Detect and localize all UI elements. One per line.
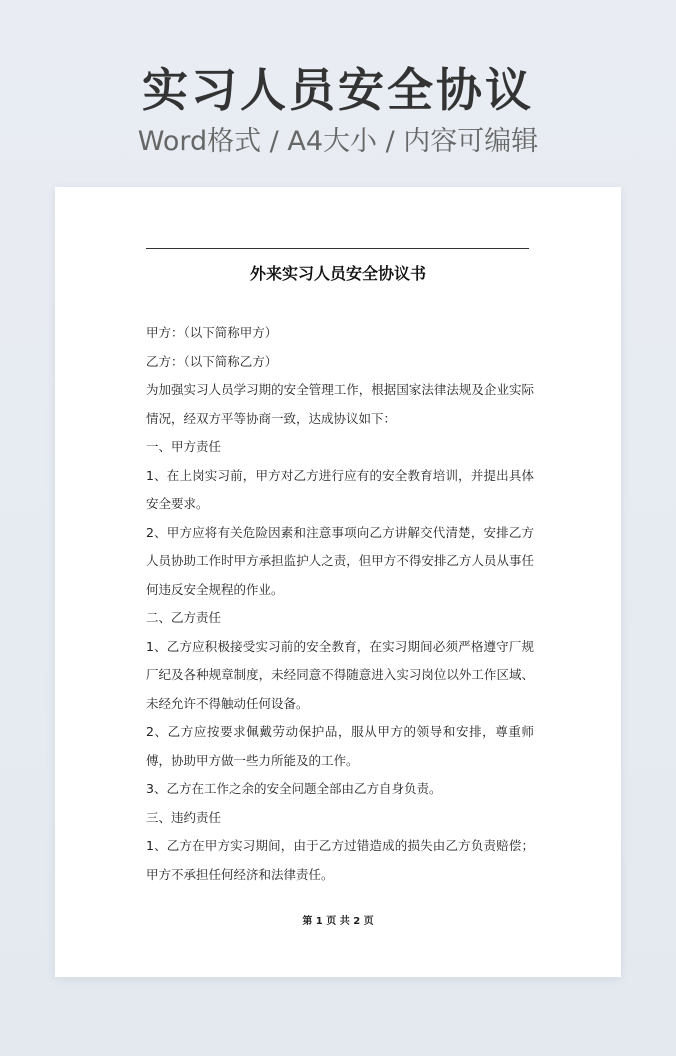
paragraph-party-b: 乙方：（以下简称乙方） xyxy=(146,353,278,369)
page-number: 第 1 页 共 2 页 xyxy=(302,916,374,927)
document-title: 外来实习人员安全协议书 xyxy=(249,264,426,283)
paragraph-a-1: 1、在上岗实习前，甲方对乙方进行应有的安全教育培训，并提出具体安全要求。 xyxy=(146,467,534,511)
paragraph-intro: 为加强实习人员学习期的安全管理工作，根据国家法律法规及企业实际情况，经双方平等协商一致，达成协议如下： xyxy=(146,382,534,426)
paragraph-b-1: 1、乙方应积极接受实习前的安全教育，在实习期间必须严格遵守厂规厂纪及各种规章制度，未经同意不得随意进入实习岗位以外工作区域、未经允许不得触动任何设备。 xyxy=(146,638,534,711)
paragraph-a-2: 2、甲方应将有关危险因素和注意事项向乙方讲解交代清楚，安排乙方人员协助工作时甲方承担监护人之责，但甲方不得安排乙方人员从事任何违反安全规程的作业。 xyxy=(146,524,534,597)
section-heading-party-a: 一、甲方责任 xyxy=(146,439,222,454)
banner xyxy=(0,60,676,162)
banner-title: 实习人员安全协议 xyxy=(142,63,534,117)
section-heading-liability: 三、违约责任 xyxy=(146,809,222,825)
document-page xyxy=(55,187,621,977)
paragraph-b-2: 2、乙方应按要求佩戴劳动保护品，服从甲方的领导和安排，尊重师傅，协助甲方做一些力所能及的工作。 xyxy=(146,724,534,768)
paragraph-party-a: 甲方：（以下简称甲方） xyxy=(146,325,278,340)
section-heading-party-b: 二、乙方责任 xyxy=(146,610,222,625)
paragraph-b-3: 3、乙方在工作之余的安全问题全部由乙方自身负责。 xyxy=(146,781,442,796)
paragraph-c-1: 1、乙方在甲方实习期间，由于乙方过错造成的损失由乙方负责赔偿；甲方不承担任何经济和法律责任。 xyxy=(146,838,534,882)
document-body xyxy=(146,319,534,889)
banner-subtitle: Word格式 / A4大小 / 内容可编辑 xyxy=(137,126,539,157)
header-rule xyxy=(146,248,529,249)
